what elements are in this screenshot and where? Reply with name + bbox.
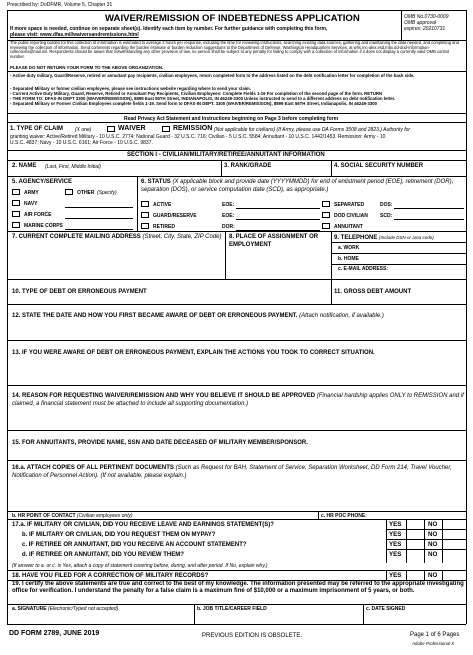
annuitant-label: ANNUITANT <box>334 224 363 230</box>
retired-dor-label: DOR: <box>222 224 235 230</box>
email-label: c. E-MAIL ADDRESS: <box>338 266 389 272</box>
item19-certification: 19. I certify the above statements are true and correct to the best of my knowledge. The information presented may be referred to the appropriate investigating office for verification. I understand the penalty for a false claim is a maximum fine of $10,000 or a maximum imprisonment of 5 years, or both. <box>12 581 464 595</box>
item17-note: (If answer to a. or c. is Yes, attach a copy of statement covering before, during, and after period. If No, explain why.) <box>12 563 268 569</box>
note-3: - Current Active Duty Military, Guard, Reserve, Retired or Annuitant Pay Recipients, Civilian Employees: Complete Fields 1-19 For completion of the second page of the form. RETURN <box>10 91 383 96</box>
do-not-return: PLEASE DO NOT RETURN YOUR FORM TO THE ABOVE ORGANIZATION. <box>10 65 164 70</box>
item9-text <box>334 234 434 242</box>
item14-label: 14. REASON FOR REQUESTING WAIVER/REMISSION AND WHY YOU BELIEVE IT SHOULD BE APPROVED <box>12 393 316 399</box>
ssn-input[interactable] <box>334 169 464 176</box>
item12-label: 12. STATE THE DATE AND HOW YOU FIRST BECAME AWARE OF DEBT OR ERRONEOUS PAYMENT. <box>12 313 298 319</box>
item17a-no-box[interactable] <box>443 520 466 529</box>
note-4: - THE FORM TO: DFAS-IN DEPT 3300 (WAIVER/REMISSION), 8899 East 56TH Street, INDIANAPOLIS, IN 46249-3300 Unless instructed to send to a different address on debt notification letter. <box>10 96 396 101</box>
item17d-yes-label: YES <box>389 551 402 558</box>
item18-yes-label: YES <box>389 572 402 579</box>
form-number: DD FORM 2789, JUNE 2019 <box>9 630 100 637</box>
item16c-label: c. HR POC PHONE: <box>321 513 367 519</box>
note-1: - Active duty military, Guard/Reserve, retired or annuitant pay recipients, civilian employees, return completed form to the address listed on the debt notification letter for completion of the back side. <box>10 73 415 78</box>
rank-grade-input[interactable] <box>224 169 328 176</box>
active-eoe-input[interactable] <box>236 208 320 209</box>
item7-hint: (Street, City, State, ZIP Code) <box>142 234 222 240</box>
item19a-text <box>12 606 118 612</box>
omb-approval: OMB approval <box>404 20 436 26</box>
item17d-no-label: NO <box>428 551 438 558</box>
item17a-no-label: NO <box>428 521 438 528</box>
item13-label: 13. IF YOU WERE AWARE OF DEBT OR ERRONEOUS PAYMENT, EXPLAIN THE ACTIONS YOU TOOK TO CORRECT SITUATION. <box>12 350 375 356</box>
other-checkbox[interactable] <box>65 189 73 195</box>
omb-expires: expires: 20210731 <box>404 26 446 32</box>
remission-note: (Not applicable for civilians) (If Army, please use DA Forms 3508 and 2823.) Authority for <box>214 127 411 133</box>
date-signed-input[interactable] <box>366 613 464 623</box>
dod-civilian-label: DOD CIVILIAN <box>334 213 368 219</box>
public-burden-statement: The public reporting burden for this collection of information is estimated to average 2 hours per response, including the time for reviewing instructions, searching existing data sources, gathering and maintaining the data needed, and completing and reviewing the collection of information. Send comments regarding the burden estimate or burden reduction suggestions to the Department of Defense, Washington Headquarters Services, at whs.mc-alex.esd.mbx.dd-dod-information-collections@mail.mil. Respondents should be aware that notwithstanding any other provision of law, no person shall be subject to any penalty for failing to comply with a collection of information if it does not display a currently valid OMB control number. <box>10 40 459 59</box>
item16a-text <box>12 464 464 480</box>
telephone-work-label: a. WORK <box>338 245 360 251</box>
job-title-input[interactable] <box>197 613 361 623</box>
signature-label: a. SIGNATURE <box>12 606 47 612</box>
privacy-act-notice: Read Privacy Act Statement and Instructions beginning on Page 3 before completing form <box>124 116 339 122</box>
marine-corps-checkbox[interactable] <box>12 222 20 228</box>
marine-corps-label: MARINE CORPS <box>24 223 63 229</box>
item2-label: 2. NAME <box>12 163 37 169</box>
item6-label: 6. STATUS <box>141 179 171 185</box>
item16b-hint: (Civilian employees only) <box>76 513 133 519</box>
item10-label: 10. TYPE OF DEBT OR ERRONEOUS PAYMENT <box>12 289 147 295</box>
waiver-checkbox[interactable] <box>107 126 115 132</box>
item7-label: 7. CURRENT COMPLETE MAILING ADDRESS <box>12 234 141 240</box>
item17c-yes-label: YES <box>389 541 402 548</box>
item17a-yes-label: YES <box>389 521 402 528</box>
item14-text <box>12 392 464 408</box>
adobe-version: Adobe Professional X <box>412 641 455 646</box>
item18-yes-box[interactable] <box>407 571 424 580</box>
item16a-hint: (Such as Request for BAH, Statement of Service, Separation Worksheet, DD Form 214, Travel Voucher, Notification of Personnel Action). (If not available, please explain.) <box>12 465 452 479</box>
active-eoe-label: EOE: <box>222 202 235 208</box>
item17b-yes-label: YES <box>389 531 402 538</box>
telephone-home-label: b. HOME <box>338 256 359 262</box>
prescribed-by: Prescribed by: DoDFMR, Volume 5, Chapter 31 <box>7 2 113 8</box>
item12-hint: (Attach notification, if available.) <box>299 313 384 319</box>
item17c-label: c. IF RETIREE OR ANNUITANT, DID YOU RECEIVE AN ACCOUNT STATEMENT? <box>22 542 247 548</box>
item17b-no-label: NO <box>428 531 438 538</box>
item8-label: 8. PLACE OF ASSIGNMENT OR EMPLOYMENT <box>229 234 319 248</box>
item14-hint: (Financial hardship applies ONLY to REMISSION and if claimed, a financial statement must be attached to include all supporting documentation.) <box>12 393 464 407</box>
separated-checkbox[interactable] <box>322 201 330 207</box>
other-label: OTHER <box>77 190 95 196</box>
dod-civilian-checkbox[interactable] <box>322 212 330 218</box>
separated-label: SEPARATED <box>334 202 365 208</box>
annuitant-checkbox[interactable] <box>322 223 330 229</box>
army-checkbox[interactable] <box>12 189 20 195</box>
note-5: - Separated Military or Former Civilian Employees complete fields 1-19. Send form to DFAS-IN DEPT. 3300 (WAIVER/REMISSION), 8899 East 56TH Street, Indianapolis, IN 46249-3300 <box>10 101 378 106</box>
retired-checkbox[interactable] <box>141 223 149 229</box>
item17c-yes-box[interactable] <box>407 540 424 549</box>
item7-text <box>12 234 222 242</box>
item12-text <box>12 313 384 320</box>
section-1-header: SECTION I - CIVILIAN/MILITARY/RETIREE/ANNUITANT INFORMATION <box>127 152 325 158</box>
obsolete-notice: PREVIOUS EDITION IS OBSOLETE. <box>202 633 303 639</box>
dod-civilian-scd-label: SCD: <box>380 213 393 219</box>
item2-hint: (Last, First, Middle Initial) <box>45 164 101 170</box>
active-checkbox[interactable] <box>141 201 149 207</box>
remission-authority: U.S.C. 4837; Navy - 10 U.S.C. 6161; Air Force - 10 U.S.C. 9837. <box>10 140 153 146</box>
item17c-no-label: NO <box>428 541 438 548</box>
remission-label: REMISSION <box>173 125 213 132</box>
item17d-label: d. IF RETIREE OR ANNUITANT, DID YOU REVIEW THEM? <box>22 552 184 558</box>
item15-label: 15. FOR ANNUITANTS, PROVIDE NAME, SSN AND DATE DECEASED OF MILITARY MEMBER/SPONSOR. <box>12 440 308 446</box>
separated-dos-input[interactable] <box>394 208 464 209</box>
item17a-label: 17.a. IF MILITARY OR CIVILIAN, DID YOU RECEIVE LEAVE AND EARNINGS STATEMENT(S)? <box>12 522 274 528</box>
item17d-yes-box[interactable] <box>407 550 424 559</box>
item4-label: 4. SOCIAL SECURITY NUMBER <box>334 163 424 169</box>
instructions-line1: If more space is needed, continue on separate sheet(s). Identify each item by number. For further guidance with completing this form, <box>10 26 328 32</box>
date-signed-label: c. DATE SIGNED <box>366 606 406 612</box>
item18-no-box[interactable] <box>443 571 466 580</box>
note-2: - Separated Military or former civilian employees, please see instructions website regarding where to send your claim. <box>10 86 251 91</box>
signature-hint: (Electronic/Typed not accepted) <box>48 606 119 612</box>
item6-hint: (X applicable block and provide date (YYYYMMDD) for end of enlistment period (EOE), retirement (DOR), separation (DOS), or service computation date (SCD), as appropriate.) <box>141 179 454 193</box>
item16a-label: 16.a. ATTACH COPIES OF ALL PERTINENT DOCUMENTS <box>12 465 174 471</box>
item9-hint: (Include DSN or area code) <box>379 235 434 240</box>
page-number: Page 1 of 6 Pages <box>410 632 460 638</box>
air-force-checkbox[interactable] <box>12 211 20 217</box>
navy-label: NAVY <box>24 201 38 207</box>
dod-civilian-scd-input[interactable] <box>394 219 464 220</box>
other-hint: (Specify) <box>97 190 117 196</box>
guard-eoe-label: EOE: <box>222 213 235 219</box>
item6-text <box>141 179 463 194</box>
item17c-no-box[interactable] <box>443 540 466 549</box>
item17d-no-box[interactable] <box>443 550 466 559</box>
separated-dos-label: DOS: <box>380 202 393 208</box>
guard-reserve-checkbox[interactable] <box>141 212 149 218</box>
item17b-no-box[interactable] <box>443 530 466 539</box>
form-title: WAIVER/REMISSION OF INDEBTEDNESS APPLICATION <box>105 13 360 24</box>
omb-number: OMB No.0730-0009 <box>404 14 449 20</box>
waiver-authority: granting waiver: Active/Retired Military - 10 U.S.C. 2774; National Guard - 32 U.S.C. 716; Civilian - 5 U.S.C. 5584; Annuitant - 10 U.S.C. 1442/1453. Remission: Army - 10 <box>10 134 386 140</box>
remission-checkbox[interactable] <box>162 126 170 132</box>
navy-checkbox[interactable] <box>12 200 20 206</box>
item18-no-label: NO <box>428 572 438 579</box>
item17a-yes-box[interactable] <box>407 520 424 529</box>
guard-eoe-input[interactable] <box>236 219 320 220</box>
item5-label: 5. AGENCY/SERVICE <box>12 179 73 185</box>
item16b-label: b. HR POINT OF CONTACT <box>12 513 76 519</box>
item1-hint: (X one) <box>75 127 92 133</box>
item1-label: 1. TYPE OF CLAIM <box>10 126 64 132</box>
item11-label: 11. GROSS DEBT AMOUNT <box>334 289 412 295</box>
army-label: ARMY <box>24 190 39 196</box>
retired-label: RETIRED <box>153 224 175 230</box>
item17b-label: b. IF MILITARY OR CIVILIAN, DID YOU REQUEST THEM ON MYPAY? <box>22 532 216 538</box>
name-input[interactable] <box>10 169 218 176</box>
instructions-link[interactable]: please visit: www.dfas.mil/waiversandremissions.html <box>10 32 139 38</box>
item3-label: 3. RANK/GRADE <box>224 163 272 169</box>
waiver-label: WAIVER <box>118 125 146 132</box>
active-label: ACTIVE <box>153 202 172 208</box>
signature-input[interactable] <box>10 613 192 623</box>
item17b-yes-box[interactable] <box>407 530 424 539</box>
item18-label: 18. HAVE YOU FILED FOR A CORRECTION OF MILITARY RECORDS? <box>12 573 209 579</box>
guard-reserve-label: GUARD/RESERVE <box>153 213 197 219</box>
air-force-label: AIR FORCE <box>24 212 52 218</box>
job-title-label: b. JOB TITLE/CAREER FIELD <box>197 606 267 612</box>
item9-label: 9. TELEPHONE <box>334 235 378 241</box>
